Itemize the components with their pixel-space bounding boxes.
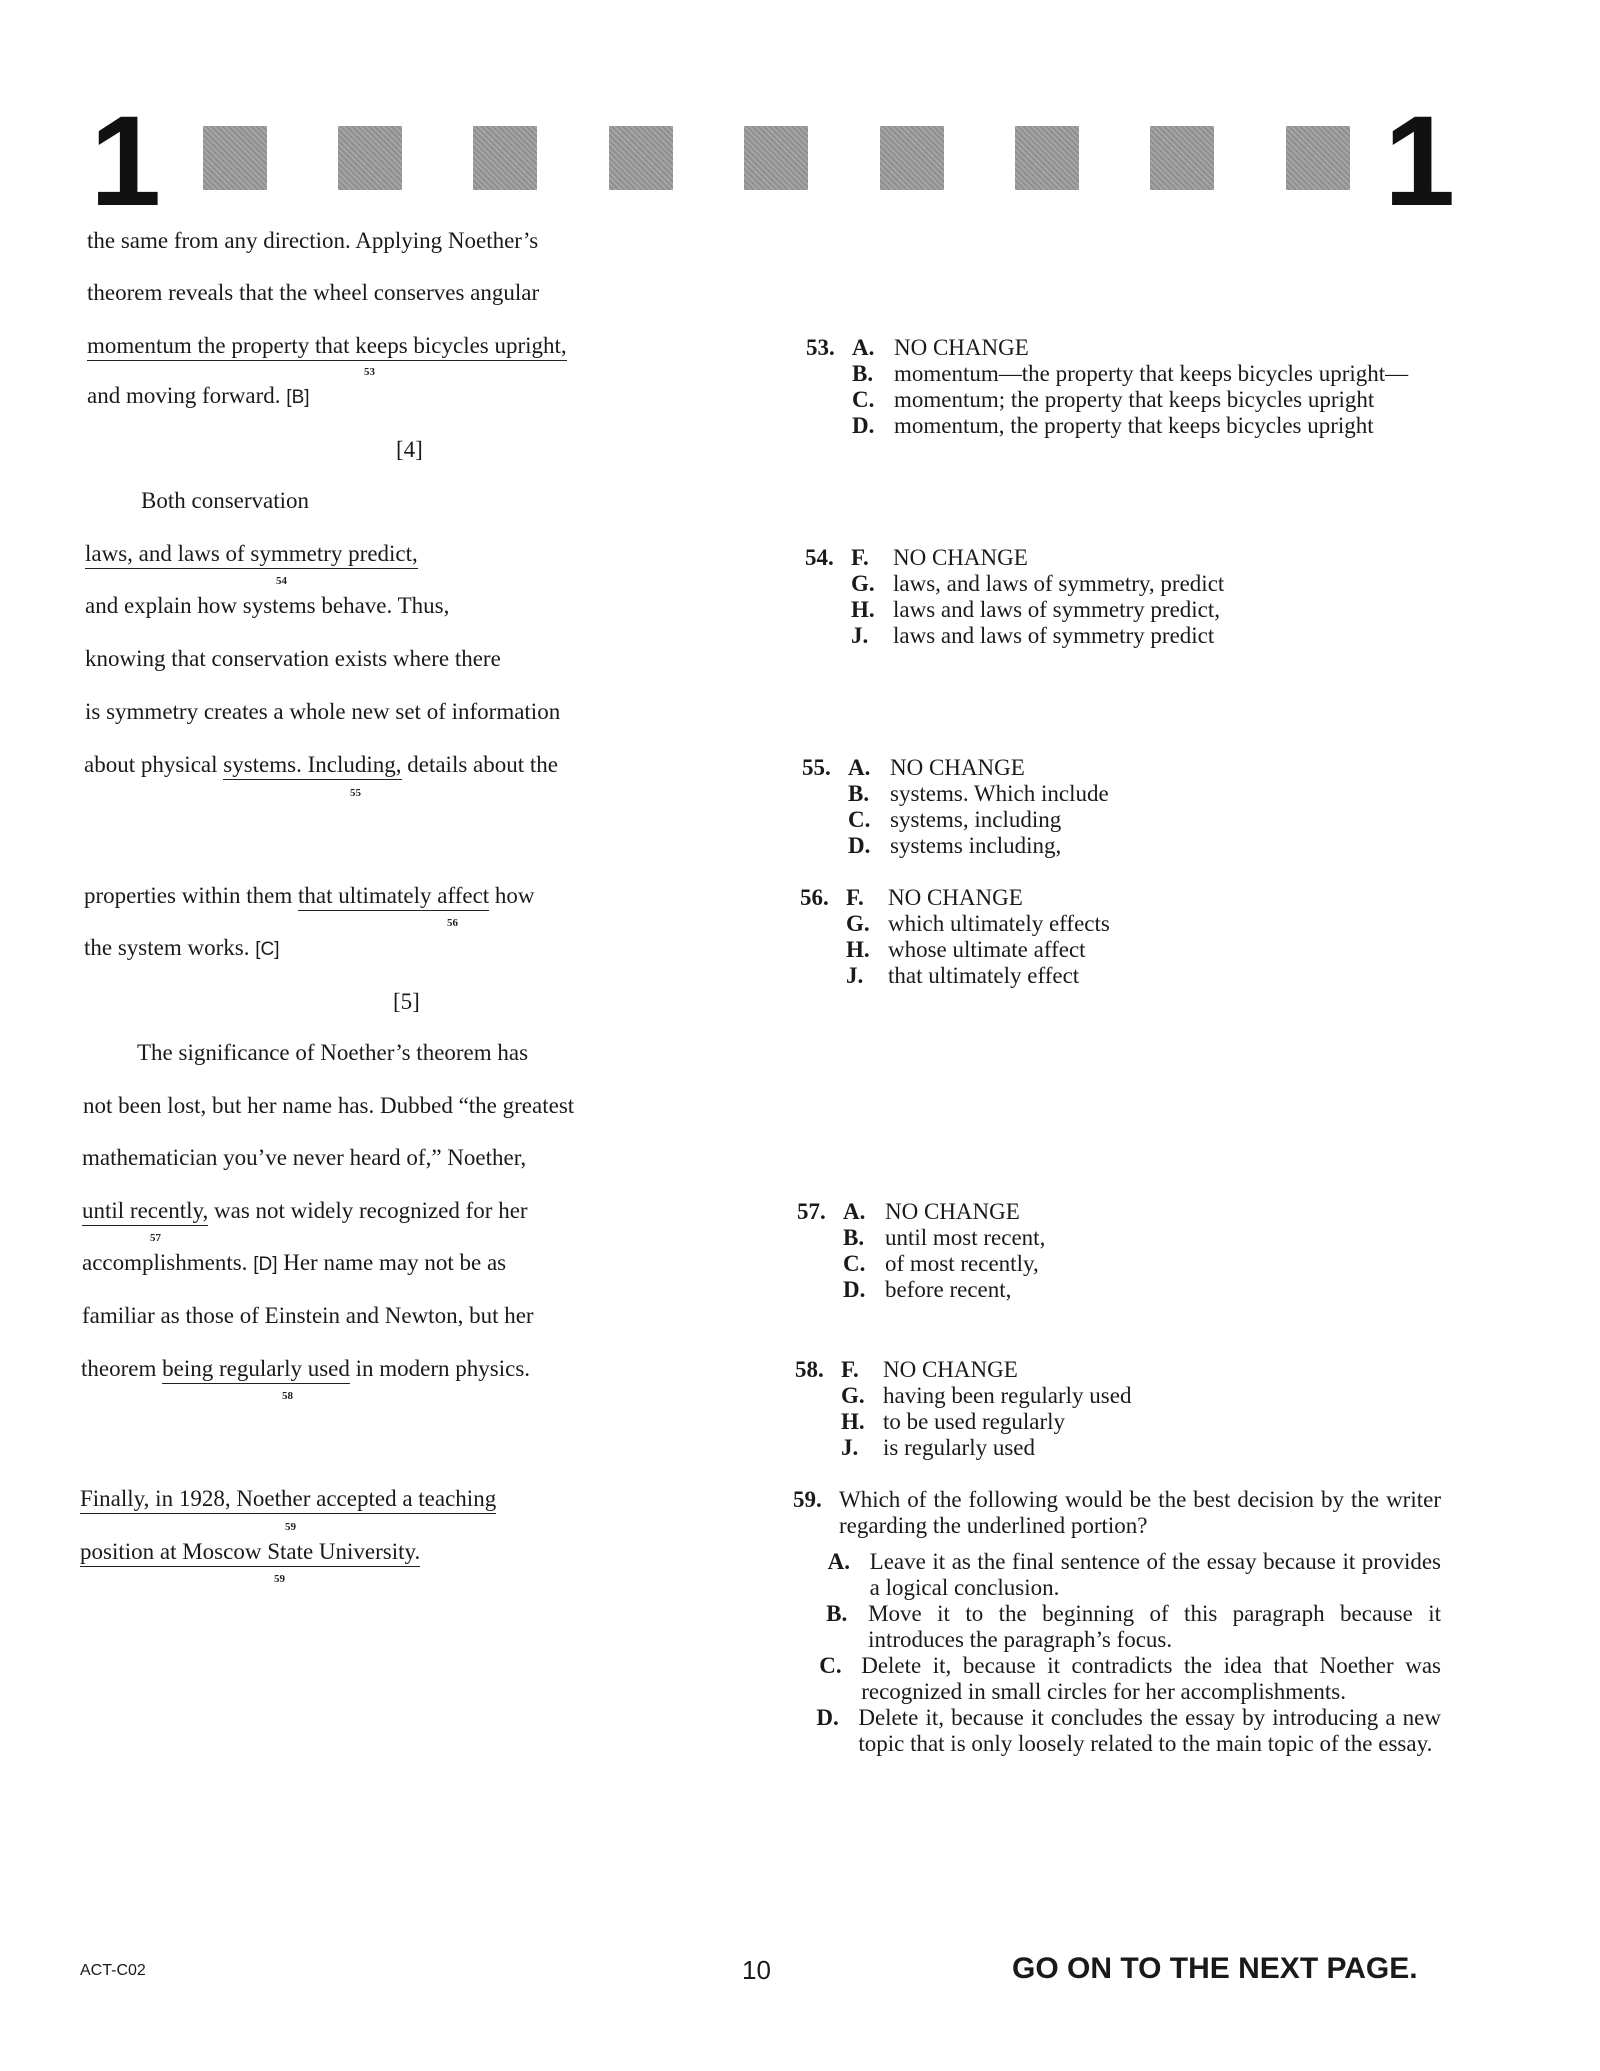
option-row[interactable] (800, 937, 1300, 963)
option-row[interactable] (800, 885, 1300, 911)
option-letter: B. (848, 781, 870, 806)
option-letter: J. (846, 963, 864, 988)
passage-line (87, 382, 310, 412)
section-number-right: 1 (1384, 90, 1456, 233)
header-square (1286, 126, 1350, 190)
question-54 (805, 545, 1305, 649)
option-letter: G. (851, 571, 875, 596)
header-square (1150, 126, 1214, 190)
underlined-portion-57[interactable]: until recently, (82, 1198, 208, 1226)
option-letter: D. (852, 413, 875, 438)
header-square (203, 126, 267, 190)
passage-text: accomplishments. (82, 1250, 248, 1275)
option-letter: H. (841, 1409, 865, 1434)
option-text: is regularly used (883, 1435, 1036, 1460)
passage-line: familiar as those of Einstein and Newton, but her (82, 1303, 534, 1328)
underline-number-59: 59 (285, 1521, 296, 1533)
passage-text: in modern physics. (355, 1356, 531, 1381)
passage-line: not been lost, but her name has. Dubbed “the greatest (83, 1093, 575, 1118)
option-row[interactable] (805, 545, 1305, 571)
option-letter: B. (852, 361, 874, 386)
header-square (609, 126, 673, 190)
option-text: Leave it as the final sentence of the essay because it provides a logical conclusion. (869, 1549, 1441, 1600)
underlined-portion-55[interactable]: systems. Including, (223, 752, 401, 780)
option-row[interactable] (800, 911, 1300, 937)
question-number: 59. (793, 1487, 822, 1512)
question-number: 58. (795, 1357, 824, 1382)
option-text: systems. Which include (890, 781, 1109, 806)
option-letter: A. (852, 335, 875, 360)
passage-line: Both conservation (141, 488, 309, 513)
option-text: momentum, the property that keeps bicycles upright (894, 413, 1374, 438)
question-55 (802, 755, 1302, 859)
option-text: NO CHANGE (893, 545, 1028, 570)
passage-text: properties within them (84, 883, 293, 908)
passage-text: and moving forward. (87, 383, 281, 408)
option-letter: C. (848, 807, 871, 832)
passage-line (82, 1197, 528, 1225)
underline-number-55: 55 (350, 787, 361, 799)
option-row[interactable] (802, 833, 1302, 859)
question-number: 55. (802, 755, 831, 780)
option-row[interactable] (793, 1705, 1441, 1757)
underline-number-59: 59 (274, 1573, 285, 1585)
option-row[interactable] (806, 387, 1452, 413)
header-square (473, 126, 537, 190)
passage-line: The significance of Noether’s theorem has (137, 1040, 529, 1065)
option-row[interactable] (806, 335, 1452, 361)
option-text: before recent, (885, 1277, 1012, 1302)
section-number-left: 1 (90, 90, 162, 233)
underlined-portion-59-part2[interactable]: position at Moscow State University. (80, 1539, 420, 1567)
underlined-portion-53[interactable]: momentum the property that keeps bicycles upright, (87, 333, 567, 361)
option-row[interactable] (795, 1409, 1295, 1435)
question-57 (797, 1199, 1297, 1303)
option-row[interactable] (806, 413, 1452, 439)
option-row[interactable] (797, 1277, 1297, 1303)
option-row[interactable] (795, 1435, 1295, 1461)
header-square (880, 126, 944, 190)
question-58 (795, 1357, 1295, 1461)
option-letter: J. (841, 1435, 859, 1460)
option-letter: D. (816, 1705, 839, 1730)
passage-text: details about the (407, 752, 558, 777)
option-letter: F. (851, 545, 869, 570)
question-number: 56. (800, 885, 829, 910)
passage-line: mathematician you’ve never heard of,” Noether, (82, 1145, 527, 1170)
option-text: laws, and laws of symmetry, predict (893, 571, 1225, 596)
header-square (338, 126, 402, 190)
passage-line (80, 1485, 496, 1513)
underline-number-58: 58 (282, 1390, 293, 1402)
option-letter: C. (852, 387, 875, 412)
option-text: until most recent, (885, 1225, 1046, 1250)
question-53 (806, 335, 1452, 439)
option-text: NO CHANGE (894, 335, 1029, 360)
passage-line: and explain how systems behave. Thus, (85, 593, 450, 618)
option-row[interactable] (795, 1357, 1295, 1383)
underline-number-56: 56 (447, 917, 458, 929)
passage-line (84, 751, 558, 779)
question-number: 53. (806, 335, 835, 360)
passage-line (82, 1249, 506, 1279)
passage-line: theorem reveals that the wheel conserves angular (87, 280, 540, 305)
option-letter: J. (851, 623, 869, 648)
option-text: momentum—the property that keeps bicycles upright— (894, 361, 1409, 386)
underline-number-53: 53 (364, 366, 375, 378)
option-letter: H. (851, 597, 875, 622)
underlined-portion-58[interactable]: being regularly used (162, 1356, 350, 1384)
question-stem-row (793, 1487, 1441, 1539)
option-text: momentum; the property that keeps bicycles upright (894, 387, 1375, 412)
underlined-portion-54[interactable]: laws, and laws of symmetry predict, (85, 541, 418, 569)
option-text: systems including, (890, 833, 1062, 858)
option-text: of most recently, (885, 1251, 1039, 1276)
option-row[interactable] (795, 1383, 1295, 1409)
passage-line (80, 1538, 420, 1566)
option-text: NO CHANGE (883, 1357, 1018, 1382)
option-text: to be used regularly (883, 1409, 1066, 1434)
option-row[interactable] (805, 623, 1305, 649)
test-form-code: ACT-C02 (80, 1962, 146, 1979)
option-row[interactable] (802, 755, 1302, 781)
passage-text: was not widely recognized for her (214, 1198, 528, 1223)
option-text: whose ultimate affect (888, 937, 1086, 962)
option-text: that ultimately effect (888, 963, 1080, 988)
passage-line (81, 1355, 530, 1383)
question-number: 54. (805, 545, 834, 570)
option-text: laws and laws of symmetry predict, (893, 597, 1221, 622)
option-letter: B. (843, 1225, 865, 1250)
option-row[interactable] (793, 1653, 1441, 1705)
page-number: 10 (742, 1955, 771, 1985)
option-letter: F. (841, 1357, 859, 1382)
passage-text: the system works. (84, 935, 250, 960)
option-row[interactable] (802, 781, 1302, 807)
passage-text: Her name may not be as (283, 1250, 507, 1275)
option-letter: D. (843, 1277, 866, 1302)
passage-line (87, 332, 567, 360)
option-letter: G. (841, 1383, 865, 1408)
option-letter: C. (819, 1653, 842, 1678)
question-number: 57. (797, 1199, 826, 1224)
option-letter: F. (846, 885, 864, 910)
option-row[interactable] (805, 597, 1305, 623)
underline-number-57: 57 (150, 1232, 161, 1244)
passage-line (85, 540, 418, 568)
marker-c: [C] (255, 939, 280, 960)
option-row[interactable] (793, 1601, 1441, 1653)
question-stem: Which of the following would be the best decision by the writer regarding the underlined portion? (839, 1487, 1441, 1538)
option-text: NO CHANGE (885, 1199, 1020, 1224)
marker-d: [D] (253, 1254, 278, 1275)
passage-line: knowing that conservation exists where there (85, 646, 501, 671)
option-row[interactable] (797, 1199, 1297, 1225)
passage-text: how (494, 883, 535, 908)
header-square (744, 126, 808, 190)
underlined-portion-59-part1[interactable]: Finally, in 1928, Noether accepted a teaching (80, 1486, 496, 1514)
option-text: Delete it, because it contradicts the idea that Noether was recognized in small circles for her accomplishments. (861, 1653, 1441, 1704)
question-59 (793, 1487, 1441, 1757)
option-row[interactable] (797, 1225, 1297, 1251)
option-row[interactable] (793, 1549, 1441, 1601)
option-text: which ultimately effects (888, 911, 1110, 936)
option-letter: H. (846, 937, 870, 962)
option-letter: C. (843, 1251, 866, 1276)
passage-text: about physical (84, 752, 218, 777)
option-letter: A. (848, 755, 871, 780)
marker-b: [B] (286, 387, 310, 408)
passage-line: is symmetry creates a whole new set of information (85, 699, 561, 724)
underline-number-54: 54 (276, 575, 287, 587)
option-letter: G. (846, 911, 870, 936)
passage-line: the same from any direction. Applying Noether’s (87, 228, 539, 253)
option-letter: D. (848, 833, 871, 858)
passage-text: theorem (81, 1356, 157, 1381)
option-letter: A. (827, 1549, 851, 1574)
option-text: having been regularly used (883, 1383, 1132, 1408)
option-text: Delete it, because it concludes the essay by introducing a new topic that is only loosely related to the main topic of the essay. (858, 1705, 1441, 1756)
question-56 (800, 885, 1300, 989)
option-row[interactable] (797, 1251, 1297, 1277)
option-text: NO CHANGE (888, 885, 1023, 910)
paragraph-number-4: [4] (396, 437, 423, 462)
option-text: NO CHANGE (890, 755, 1025, 780)
option-row[interactable] (806, 361, 1452, 387)
option-text: systems, including (890, 807, 1062, 832)
header-square (1015, 126, 1079, 190)
passage-line (84, 882, 535, 910)
option-row[interactable] (800, 963, 1300, 989)
option-letter: A. (843, 1199, 866, 1224)
option-text: Move it to the beginning of this paragraph because it introduces the paragraph’s focus. (868, 1601, 1441, 1652)
underlined-portion-56[interactable]: that ultimately affect (298, 883, 489, 911)
option-row[interactable] (805, 571, 1305, 597)
paragraph-number-5: [5] (393, 989, 420, 1014)
passage-line (84, 934, 280, 964)
option-row[interactable] (802, 807, 1302, 833)
go-on-notice: GO ON TO THE NEXT PAGE. (1012, 1952, 1418, 1985)
option-letter: B. (826, 1601, 848, 1626)
option-text: laws and laws of symmetry predict (893, 623, 1215, 648)
